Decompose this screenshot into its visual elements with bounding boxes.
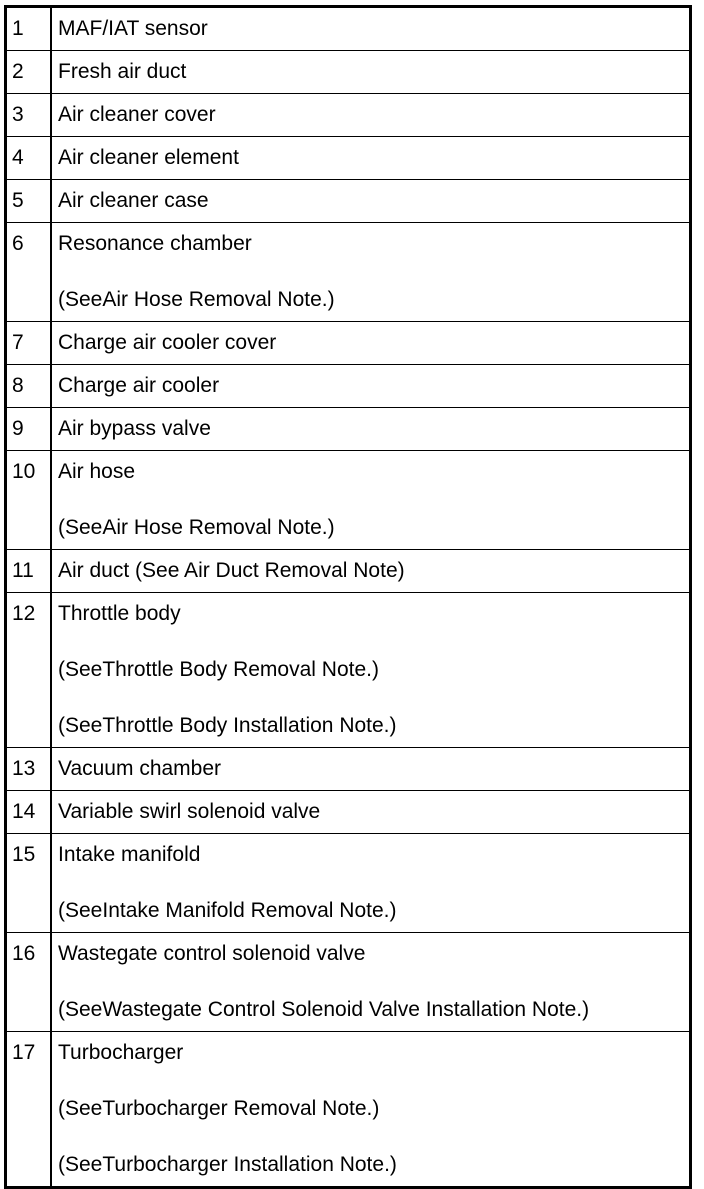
table-row: [6, 365, 691, 408]
part-note-reference: (SeeIntake Manifold Removal Note.): [58, 899, 397, 922]
part-number: 9: [12, 417, 24, 440]
part-number: 14: [12, 800, 36, 823]
part-name: Resonance chamber: [58, 232, 252, 255]
part-description-cell: [51, 94, 691, 137]
part-number: 11: [12, 559, 34, 582]
part-number: 12: [12, 602, 36, 625]
table-row: [6, 137, 691, 180]
part-name: Turbocharger: [58, 1041, 184, 1064]
part-name: Air hose: [58, 460, 136, 483]
part-number-cell: [6, 1032, 52, 1188]
part-name: Wastegate control solenoid valve: [58, 942, 366, 965]
part-number-cell: [6, 365, 52, 408]
part-description-cell: [51, 223, 691, 322]
part-description-cell: [51, 550, 691, 593]
part-description-cell: [51, 7, 691, 51]
table-row: [6, 94, 691, 137]
part-description-cell: [51, 834, 691, 933]
part-number-cell: [6, 51, 52, 94]
part-number-cell: [6, 137, 52, 180]
part-name: Air bypass valve: [58, 417, 211, 440]
part-number: 13: [12, 757, 36, 780]
part-description-cell: [51, 322, 691, 365]
part-description-cell: [51, 51, 691, 94]
part-description-cell: [51, 180, 691, 223]
part-name: Air cleaner cover: [58, 103, 216, 126]
part-number: 7: [12, 331, 24, 354]
part-description-cell: [51, 137, 691, 180]
part-number-cell: [6, 748, 52, 791]
part-note-reference: (SeeThrottle Body Installation Note.): [58, 714, 397, 737]
part-name: Air duct (See Air Duct Removal Note): [58, 559, 405, 582]
table-row: [6, 1032, 691, 1188]
part-note-reference: (SeeAir Hose Removal Note.): [58, 516, 335, 539]
part-note-reference: (SeeTurbocharger Installation Note.): [58, 1153, 397, 1176]
part-number-cell: [6, 550, 52, 593]
part-number: 1: [12, 17, 24, 40]
part-name: Vacuum chamber: [58, 757, 222, 780]
part-number-cell: [6, 94, 52, 137]
part-description-cell: [51, 593, 691, 748]
table-row: [6, 748, 691, 791]
part-description-cell: [51, 365, 691, 408]
part-note-reference: (SeeThrottle Body Removal Note.): [58, 658, 379, 681]
part-name: Intake manifold: [58, 843, 201, 866]
table-row: [6, 451, 691, 550]
part-description-cell: [51, 408, 691, 451]
part-name: MAF/IAT sensor: [58, 17, 208, 40]
part-number: 10: [12, 460, 36, 483]
part-number: 15: [12, 843, 36, 866]
part-number-cell: [6, 791, 52, 834]
part-number: 4: [12, 146, 24, 169]
part-number: 8: [12, 374, 24, 397]
part-number: 16: [12, 942, 36, 965]
parts-table: [4, 5, 692, 1189]
part-name: Charge air cooler: [58, 374, 220, 397]
part-name: Throttle body: [58, 602, 181, 625]
table-row: [6, 408, 691, 451]
table-row: [6, 593, 691, 748]
part-description-cell: [51, 1032, 691, 1188]
table-row: [6, 933, 691, 1032]
part-number: 5: [12, 189, 24, 212]
part-number-cell: [6, 7, 52, 51]
part-number: 2: [12, 60, 24, 83]
part-description-cell: [51, 791, 691, 834]
table-row: [6, 7, 691, 51]
part-number: 3: [12, 103, 24, 126]
part-note-reference: (SeeWastegate Control Solenoid Valve Installation Note.): [58, 998, 590, 1021]
part-number-cell: [6, 933, 52, 1032]
part-description-cell: [51, 451, 691, 550]
table-row: [6, 180, 691, 223]
part-name: Variable swirl solenoid valve: [58, 800, 321, 823]
part-note-reference: (SeeTurbocharger Removal Note.): [58, 1097, 380, 1120]
part-name: Charge air cooler cover: [58, 331, 277, 354]
table-row: [6, 223, 691, 322]
part-name: Air cleaner element: [58, 146, 239, 169]
part-note-reference: (SeeAir Hose Removal Note.): [58, 288, 335, 311]
part-number-cell: [6, 408, 52, 451]
table-row: [6, 322, 691, 365]
table-row: [6, 51, 691, 94]
part-name: Fresh air duct: [58, 60, 187, 83]
table-row: [6, 791, 691, 834]
table-row: [6, 550, 691, 593]
part-number-cell: [6, 593, 52, 748]
part-number-cell: [6, 451, 52, 550]
part-number: 6: [12, 232, 24, 255]
part-description-cell: [51, 748, 691, 791]
parts-table-body: [6, 7, 691, 1188]
part-number-cell: [6, 180, 52, 223]
table-row: [6, 834, 691, 933]
part-name: Air cleaner case: [58, 189, 209, 212]
part-number-cell: [6, 322, 52, 365]
part-number: 17: [12, 1041, 36, 1064]
part-number-cell: [6, 223, 52, 322]
part-description-cell: [51, 933, 691, 1032]
part-number-cell: [6, 834, 52, 933]
